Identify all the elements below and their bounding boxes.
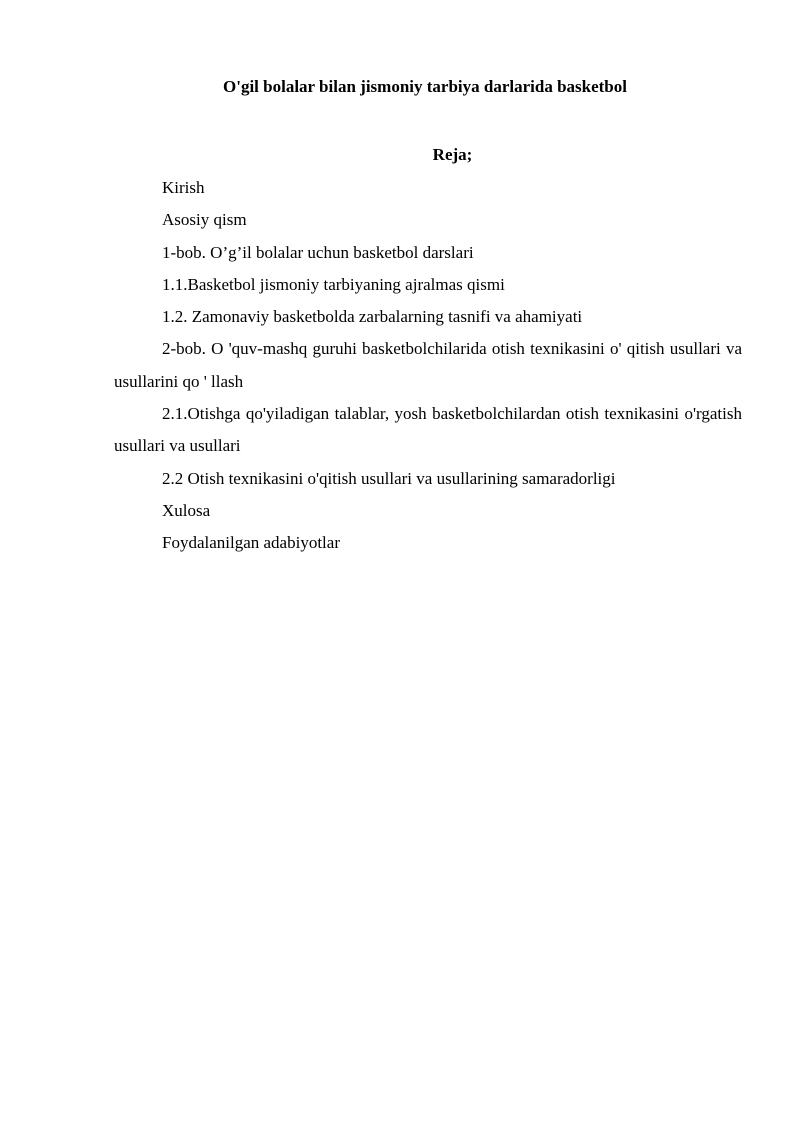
toc-item-section-2-2: 2.2 Otish texnikasini o'qitish usullari va usullarining samaradorligi xyxy=(162,468,616,488)
toc-item-section-1-1: 1.1.Basketbol jismoniy tarbiyaning ajralmas qismi xyxy=(162,274,505,294)
document-title: O'gil bolalar bilan jismoniy tarbiya darlarida basketbol xyxy=(223,77,627,96)
toc-item-section-1-2: 1.2. Zamonaviy basketbolda zarbalarning tasnifi va ahamiyati xyxy=(162,307,583,327)
table-of-contents xyxy=(114,172,742,560)
toc-item-section-2-1: 2.1.Otishga qo'yiladigan talablar, yosh basketbolchilardan otish texnikasini o'rgatish usullari va usullari xyxy=(114,404,742,456)
plan-heading: Reja; xyxy=(432,145,473,164)
toc-item-references: Foydalanilgan adabiyotlar xyxy=(162,533,340,553)
toc-item-chapter-2: 2-bob. O 'quv-mashq guruhi basketbolchilarida otish texnikasini o' qitish usullari va usullarini qo ' llash xyxy=(114,339,742,391)
toc-item-main-part: Asosiy qism xyxy=(162,210,247,230)
toc-item-introduction: Kirish xyxy=(162,178,205,197)
toc-item-conclusion: Xulosa xyxy=(162,500,211,520)
toc-item-chapter-1: 1-bob. O’g’il bolalar uchun basketbol darslari xyxy=(162,242,474,262)
